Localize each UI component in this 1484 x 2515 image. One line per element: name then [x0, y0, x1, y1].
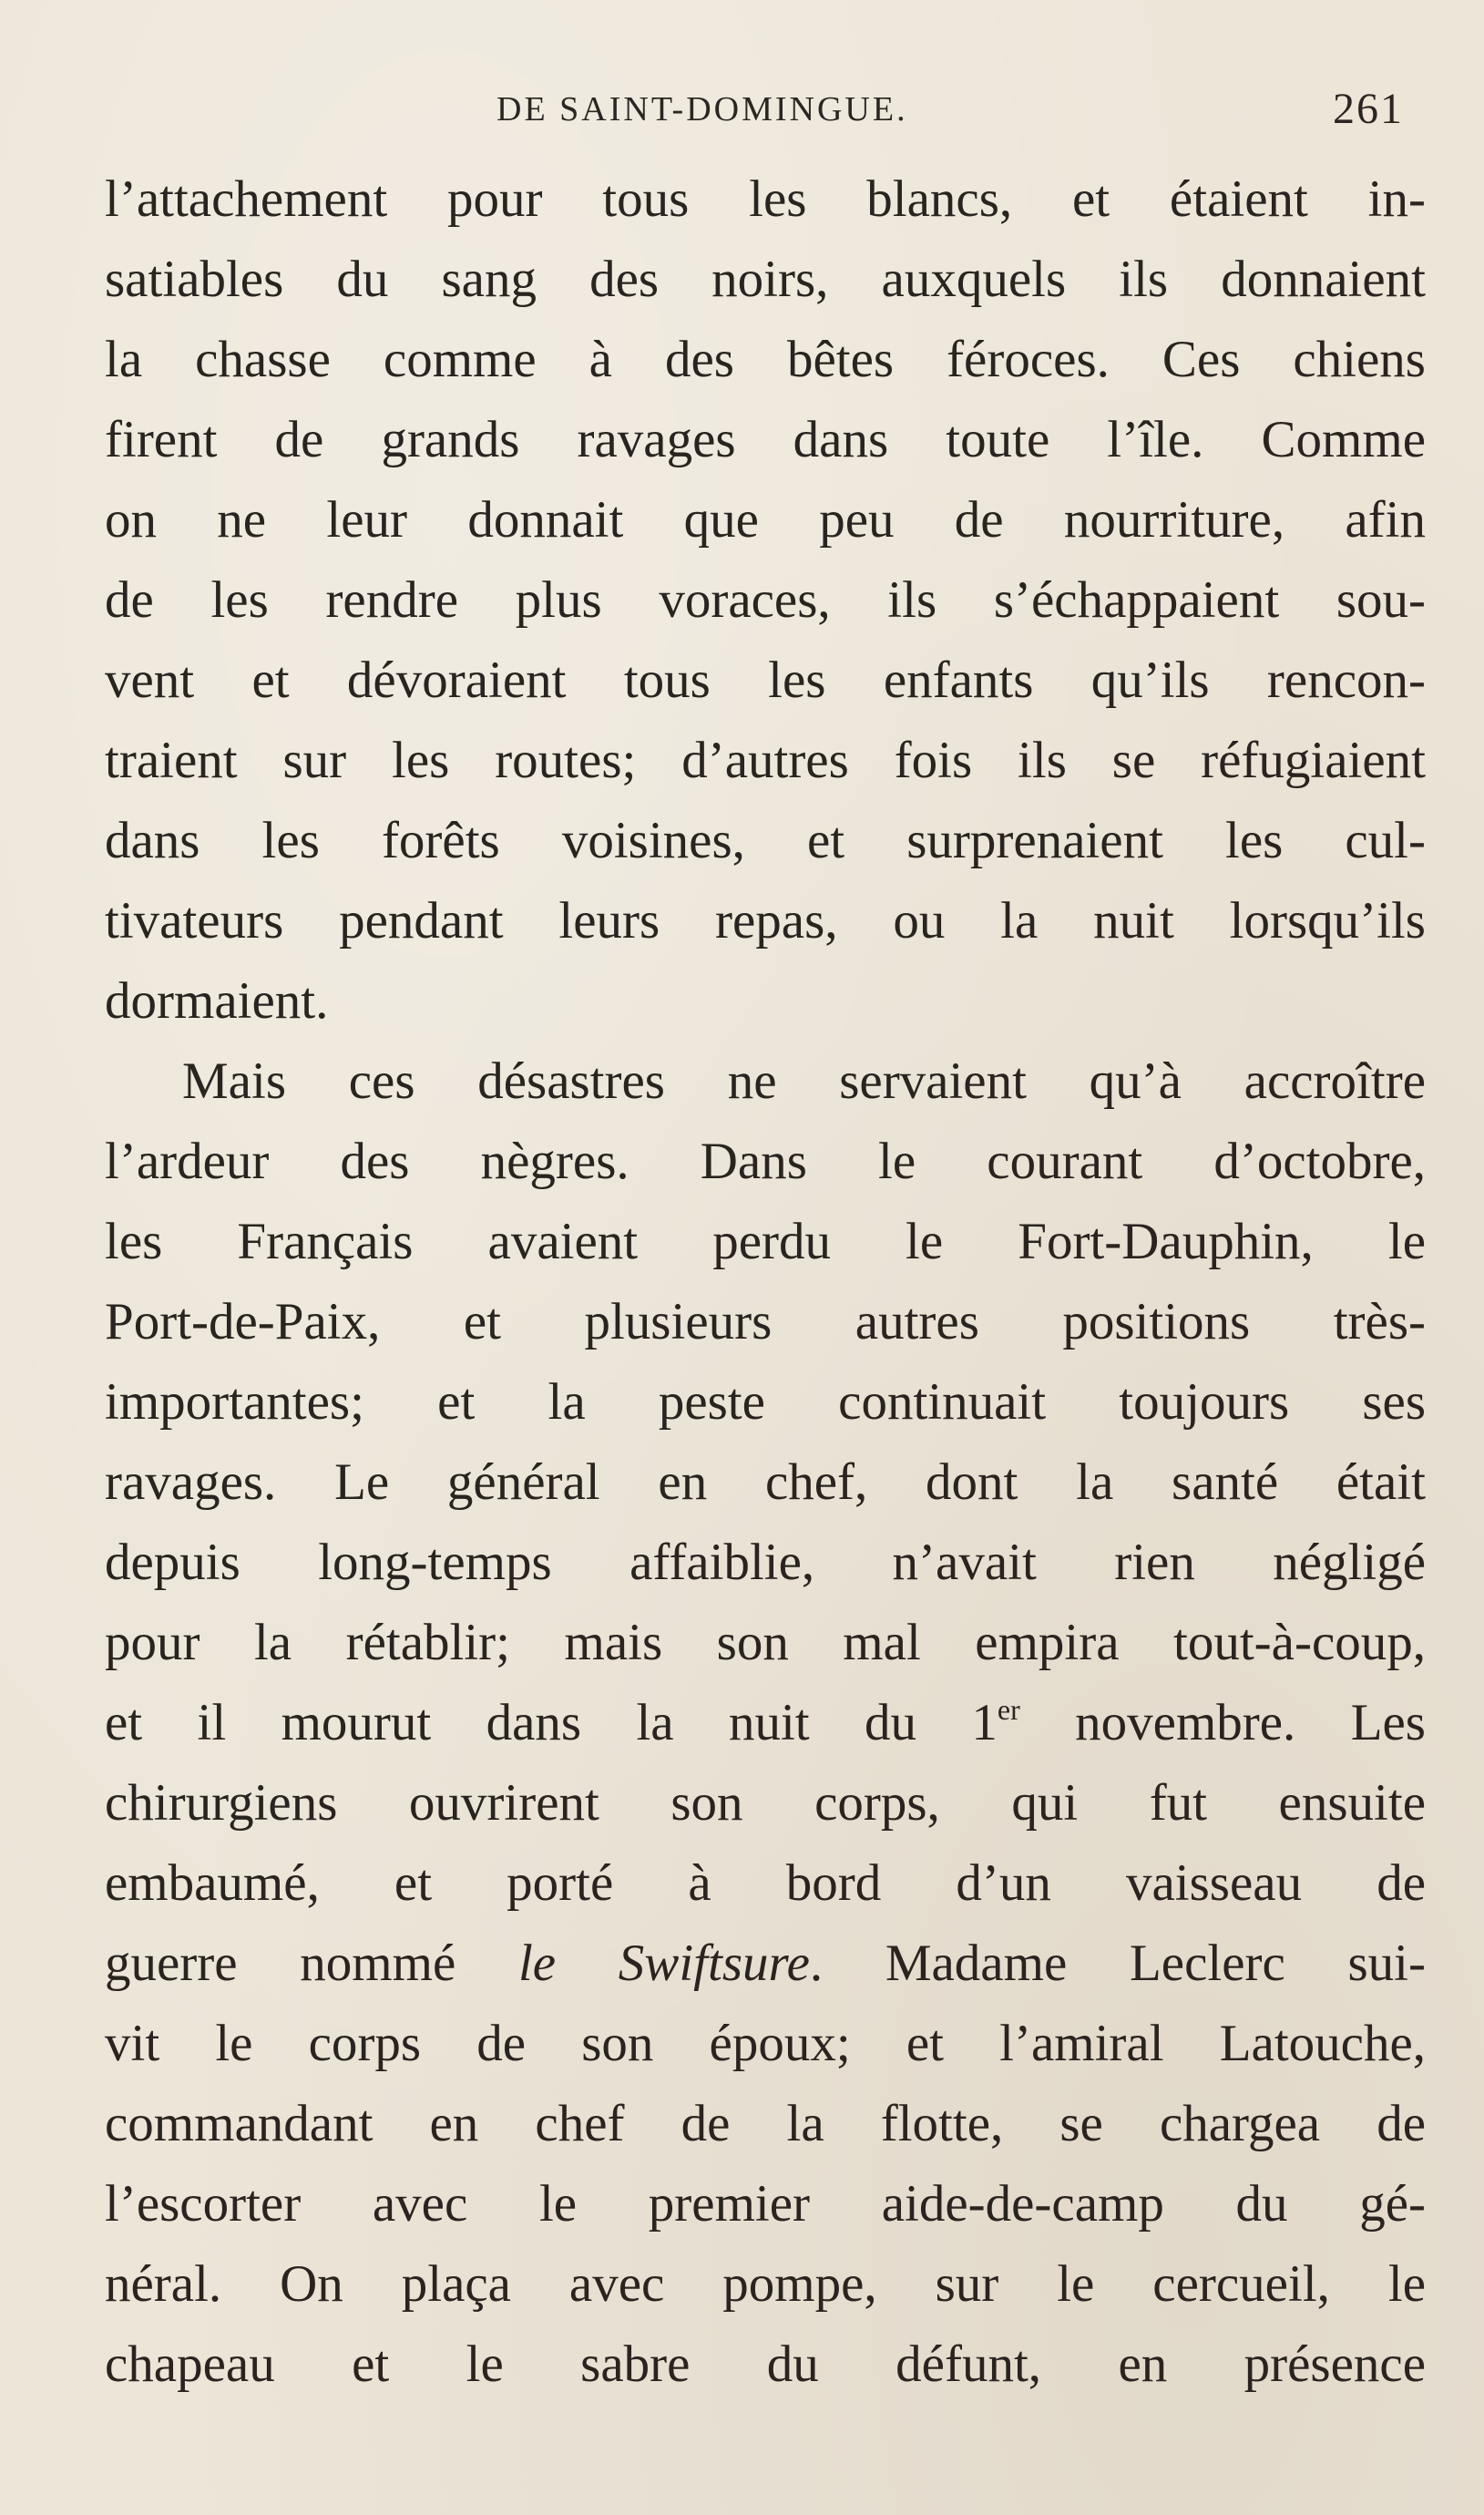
text-line: pour la rétablir; mais son mal empira tout-à-coup, — [105, 1614, 1426, 1671]
text-line — [105, 1683, 1426, 1763]
text-line: l’attachement pour tous les blancs, et étaient in- — [105, 170, 1426, 228]
text-line: chirurgiens ouvrirent son corps, qui fut ensuite — [105, 1774, 1426, 1832]
text-line: depuis long-temps affaiblie, n’avait rien négligé — [105, 1534, 1426, 1591]
text-line: chapeau et le sabre du défunt, en présence — [105, 2335, 1426, 2393]
text-line: traient sur les routes; d’autres fois ils se réfugiaient — [105, 732, 1426, 789]
text-line: Port-de-Paix, et plusieurs autres positions très- — [105, 1293, 1426, 1350]
text-line: vit le corps de son époux; et l’amiral Latouche, — [105, 2015, 1426, 2072]
text-line: embaumé, et porté à bord d’un vaisseau de — [105, 1854, 1426, 1912]
paragraph-1 — [105, 159, 1426, 1042]
text-segment: guerre nommé — [105, 1935, 518, 1992]
text-segment: . Madame Leclerc sui- — [809, 1935, 1426, 1992]
page-header — [0, 85, 1484, 144]
text-line: dans les forêts voisines, et surprenaient les cul- — [105, 812, 1426, 869]
paragraph-2 — [105, 1042, 1426, 2405]
text-line: l’ardeur des nègres. Dans le courant d’octobre, — [105, 1133, 1426, 1190]
text-line: les Français avaient perdu le Fort-Dauphin, le — [105, 1213, 1426, 1270]
text-line: l’escorter avec le premier aide-de-camp du gé- — [105, 2175, 1426, 2233]
text-line: tivateurs pendant leurs repas, ou la nuit lorsqu’ils — [105, 892, 1426, 950]
running-head: DE SAINT-DOMINGUE. — [496, 90, 908, 128]
text-segment: et il mourut dans la nuit du 1 — [105, 1694, 998, 1751]
text-line: la chasse comme à des bêtes féroces. Ces chiens — [105, 331, 1426, 388]
text-line: dormaient. — [105, 972, 329, 1030]
text-line — [105, 1924, 1426, 2004]
text-line: vent et dévoraient tous les enfants qu’ils rencon- — [105, 652, 1426, 709]
text-line: néral. On plaça avec pompe, sur le cercueil, le — [105, 2255, 1426, 2313]
text-line: importantes; et la peste continuait toujours ses — [105, 1373, 1426, 1431]
superscript: er — [997, 1693, 1020, 1726]
ship-name: le Swiftsure — [517, 1935, 810, 1992]
page-number: 261 — [1333, 85, 1404, 133]
text-line: commandant en chef de la flotte, se chargea de — [105, 2095, 1426, 2152]
body-text — [105, 159, 1426, 2405]
text-line: satiables du sang des noirs, auxquels ils donnaient — [105, 251, 1426, 308]
text-line: firent de grands ravages dans toute l’île. Comme — [105, 411, 1426, 468]
text-segment: novembre. Les — [1019, 1694, 1426, 1751]
text-line: Mais ces désastres ne servaient qu’à accroître — [182, 1052, 1426, 1110]
text-line: de les rendre plus voraces, ils s’échappaient sou- — [105, 571, 1426, 629]
text-line: on ne leur donnait que peu de nourriture, afin — [105, 491, 1426, 549]
text-line: ravages. Le général en chef, dont la santé était — [105, 1453, 1426, 1511]
